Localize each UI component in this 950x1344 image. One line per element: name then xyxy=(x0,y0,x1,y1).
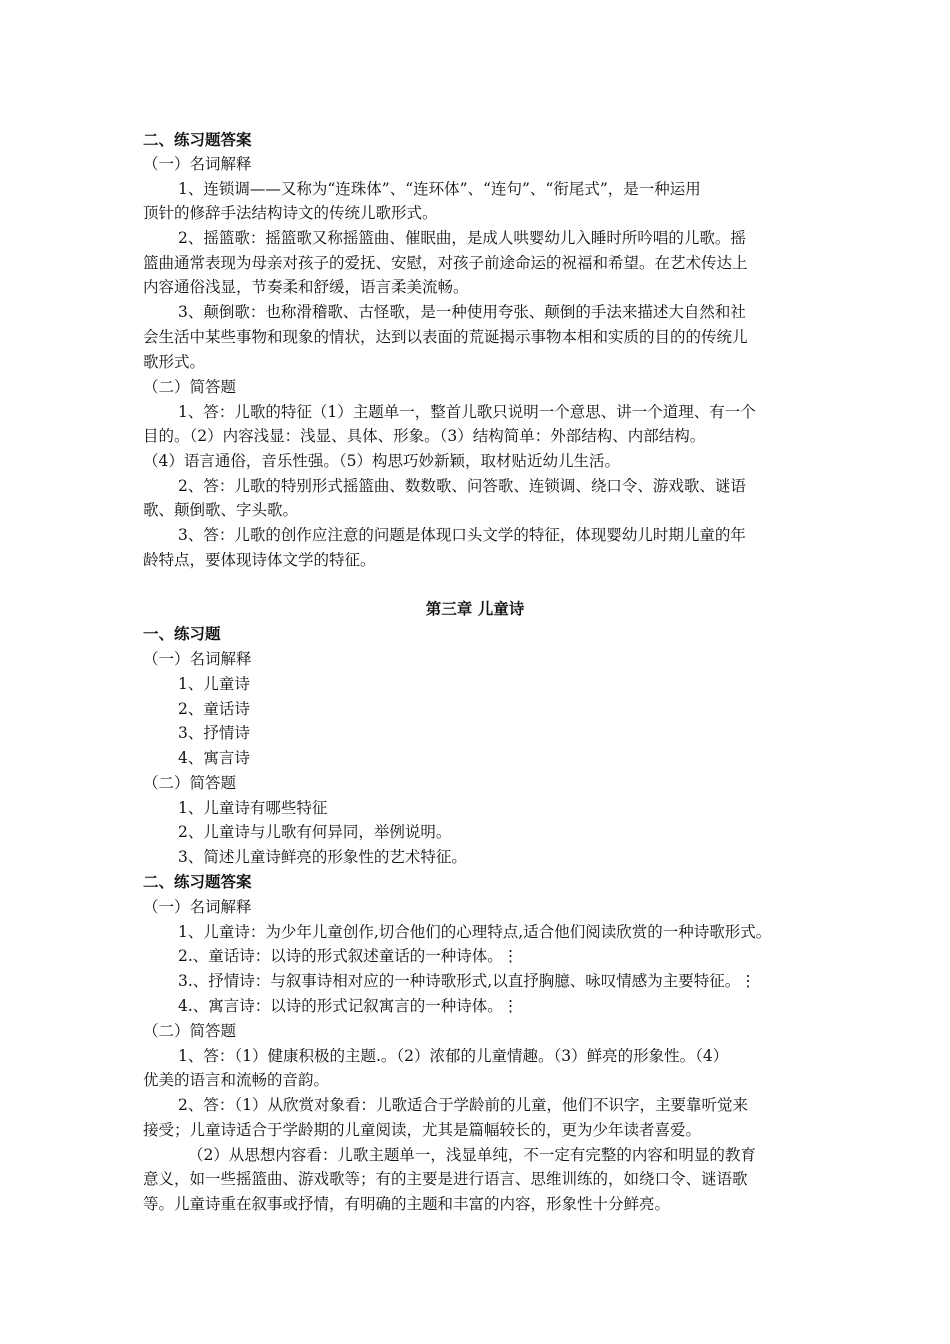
paragraph-line: 歌、颠倒歌、字头歌。 xyxy=(143,501,299,519)
section-heading: 二、练习题答案 xyxy=(143,872,252,891)
section-heading: 一、练习题 xyxy=(143,624,221,643)
paragraph-line: 歌形式。 xyxy=(143,353,206,371)
paragraph-line: 篮曲通常表现为母亲对孩子的爱抚、安慰，对孩子前途命运的祝福和希望。在艺术传达上 xyxy=(143,254,748,272)
list-item: 1、儿童诗：为少年儿童创作,切合他们的心理特点,适合他们阅读欣赏的一种诗歌形式。 xyxy=(178,923,772,941)
paragraph-line: 2、答：儿歌的特别形式摇篮曲、数数歌、问答歌、连锁调、绕口令、游戏歌、谜语 xyxy=(178,477,746,495)
paragraph-line: 意义，如一些摇篮曲、游戏歌等；有的主要是进行语言、思维训练的，如绕口令、谜语歌 xyxy=(143,1170,748,1188)
list-item: 1、儿童诗 xyxy=(178,675,250,693)
list-item: 3.、抒情诗：与叙事诗相对应的一种诗歌形式,以直抒胸臆、咏叹情感为主要特征。⋮ xyxy=(178,972,756,990)
list-item: 3、抒情诗 xyxy=(178,724,250,742)
paragraph-line: （4）语言通俗，音乐性强。（5）构思巧妙新颖，取材贴近幼儿生活。 xyxy=(143,452,620,470)
paragraph-line: 目的。（2）内容浅显：浅显、具体、形象。（3）结构简单：外部结构、内部结构。 xyxy=(143,427,706,445)
paragraph-line: 3、答：儿歌的创作应注意的问题是体现口头文学的特征，体现婴幼儿时期儿童的年 xyxy=(178,526,746,544)
paragraph-line: 优美的语言和流畅的音韵。 xyxy=(143,1071,330,1089)
list-item: 2、儿童诗与儿歌有何异同，举例说明。 xyxy=(178,823,452,841)
paragraph-line: 1、答：儿歌的特征（1）主题单一，整首儿歌只说明一个意思、讲一个道理、有一个 xyxy=(178,403,756,421)
subsection-heading: （二）简答题 xyxy=(143,1022,237,1040)
paragraph-line: 会生活中某些事物和现象的情状，达到以表面的荒诞揭示事物本相和实质的目的的传统儿 xyxy=(143,328,748,346)
paragraph-line: 内容通俗浅显，节奏柔和舒缓，语言柔美流畅。 xyxy=(143,278,469,296)
paragraph-line: 1、连锁调——又称为“连珠体”、“连环体”、“连句”、“衔尾式”，是一种运用 xyxy=(178,180,701,198)
subsection-heading: （一）名词解释 xyxy=(143,650,252,668)
paragraph-line: 1、答：（1）健康积极的主题.。（2）浓郁的儿童情趣。（3）鲜亮的形象性。（4） xyxy=(178,1047,729,1065)
list-item: 3、简述儿童诗鲜亮的形象性的艺术特征。 xyxy=(178,848,467,866)
subsection-heading: （一）名词解释 xyxy=(143,155,252,173)
list-item: 1、儿童诗有哪些特征 xyxy=(178,799,328,817)
paragraph-line: 顶针的修辞手法结构诗文的传统儿歌形式。 xyxy=(143,204,438,222)
paragraph-line: 2、摇篮歌：摇篮歌又称摇篮曲、催眠曲，是成人哄婴幼儿入睡时所吟唱的儿歌。摇 xyxy=(178,229,746,247)
list-item: 2.、童话诗：以诗的形式叙述童话的一种诗体。⋮ xyxy=(178,947,519,965)
subsection-heading: （一）名词解释 xyxy=(143,898,252,916)
list-item: 4、寓言诗 xyxy=(178,749,250,767)
chapter-title: 第三章 儿童诗 xyxy=(425,599,525,618)
paragraph-line: 3、颠倒歌：也称滑稽歌、古怪歌，是一种使用夸张、颠倒的手法来描述大自然和社 xyxy=(178,303,746,321)
paragraph-line: 2、答：（1）从欣赏对象看：儿歌适合于学龄前的儿童，他们不识字，主要靠听觉来 xyxy=(178,1096,748,1114)
paragraph-line: 接受；儿童诗适合于学龄期的儿童阅读，尤其是篇幅较长的，更为少年读者喜爱。 xyxy=(143,1121,702,1139)
paragraph-line: 等。儿童诗重在叙事或抒情，有明确的主题和丰富的内容，形象性十分鲜亮。 xyxy=(143,1195,671,1213)
paragraph-line: 龄特点，要体现诗体文学的特征。 xyxy=(143,551,376,569)
subsection-heading: （二）简答题 xyxy=(143,774,237,792)
list-item: 2、童话诗 xyxy=(178,700,250,718)
list-item: 4.、寓言诗：以诗的形式记叙寓言的一种诗体。⋮ xyxy=(178,997,519,1015)
section-heading: 二、练习题答案 xyxy=(143,130,252,149)
paragraph-line: （2）从思想内容看：儿歌主题单一，浅显单纯，不一定有完整的内容和明显的教育 xyxy=(188,1146,756,1164)
subsection-heading: （二）简答题 xyxy=(143,378,237,396)
